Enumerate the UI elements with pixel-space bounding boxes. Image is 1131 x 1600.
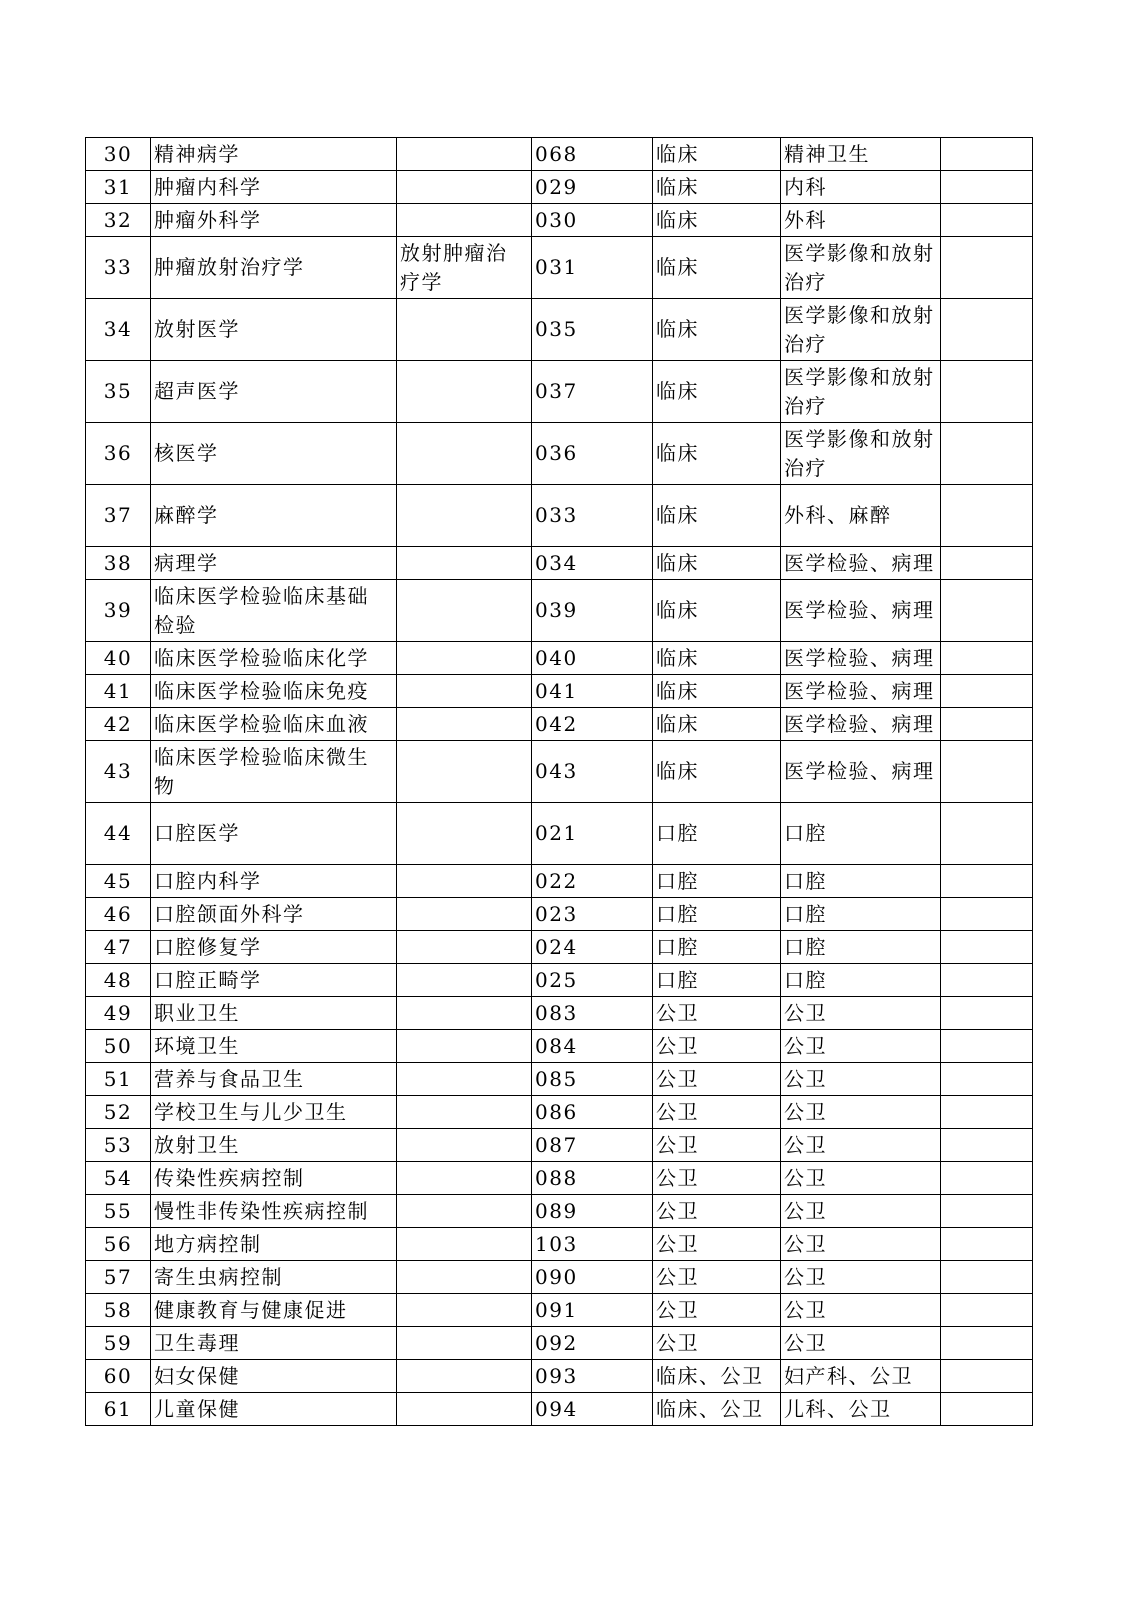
practice-field-cell: 口腔 <box>781 898 941 931</box>
practice-field-cell: 公卫 <box>781 1327 941 1360</box>
practice-category-cell: 公卫 <box>653 1096 781 1129</box>
row-number-cell: 55 <box>86 1195 151 1228</box>
specialty-name-cell: 寄生虫病控制 <box>151 1261 397 1294</box>
practice-category-cell: 口腔 <box>653 931 781 964</box>
practice-field-cell: 口腔 <box>781 803 941 865</box>
specialty-alias-cell <box>397 997 532 1030</box>
specialty-code-cell: 037 <box>532 361 653 423</box>
practice-category-cell: 口腔 <box>653 964 781 997</box>
practice-field-cell: 外科 <box>781 204 941 237</box>
remark-cell <box>941 361 1033 423</box>
practice-field-cell: 公卫 <box>781 1096 941 1129</box>
row-number-cell: 39 <box>86 580 151 642</box>
practice-category-cell: 临床 <box>653 237 781 299</box>
remark-cell <box>941 964 1033 997</box>
remark-cell <box>941 931 1033 964</box>
practice-category-cell: 公卫 <box>653 1327 781 1360</box>
table-row <box>86 361 1033 423</box>
row-number-cell: 41 <box>86 675 151 708</box>
specialty-code-cell: 030 <box>532 204 653 237</box>
specialty-code-cell: 029 <box>532 171 653 204</box>
table-row <box>86 299 1033 361</box>
specialty-alias-cell <box>397 931 532 964</box>
specialty-alias-cell <box>397 1096 532 1129</box>
specialty-name-cell: 精神病学 <box>151 138 397 171</box>
table-row <box>86 675 1033 708</box>
specialty-name-cell: 肿瘤放射治疗学 <box>151 237 397 299</box>
specialty-code-cell: 021 <box>532 803 653 865</box>
specialty-code-cell: 035 <box>532 299 653 361</box>
practice-field-cell: 医学检验、病理 <box>781 708 941 741</box>
remark-cell <box>941 580 1033 642</box>
remark-cell <box>941 1162 1033 1195</box>
practice-field-cell: 外科、麻醉 <box>781 485 941 547</box>
practice-category-cell: 临床 <box>653 485 781 547</box>
specialty-alias-cell <box>397 1195 532 1228</box>
practice-category-cell: 临床 <box>653 741 781 803</box>
specialty-code-cell: 033 <box>532 485 653 547</box>
practice-category-cell: 临床 <box>653 204 781 237</box>
table-row <box>86 171 1033 204</box>
remark-cell <box>941 204 1033 237</box>
row-number-cell: 42 <box>86 708 151 741</box>
remark-cell <box>941 1261 1033 1294</box>
specialty-code-cell: 103 <box>532 1228 653 1261</box>
specialty-table <box>85 137 1033 1426</box>
specialty-name-cell: 超声医学 <box>151 361 397 423</box>
practice-category-cell: 口腔 <box>653 898 781 931</box>
remark-cell <box>941 642 1033 675</box>
practice-field-cell: 医学影像和放射 治疗 <box>781 423 941 485</box>
specialty-alias-cell <box>397 803 532 865</box>
remark-cell <box>941 138 1033 171</box>
table-body <box>86 138 1033 1426</box>
specialty-code-cell: 093 <box>532 1360 653 1393</box>
row-number-cell: 34 <box>86 299 151 361</box>
specialty-name-cell: 慢性非传染性疾病控制 <box>151 1195 397 1228</box>
specialty-name-cell: 放射医学 <box>151 299 397 361</box>
specialty-alias-cell <box>397 741 532 803</box>
practice-category-cell: 口腔 <box>653 803 781 865</box>
table-row <box>86 865 1033 898</box>
specialty-alias-cell <box>397 204 532 237</box>
table-row <box>86 1096 1033 1129</box>
specialty-alias-cell <box>397 708 532 741</box>
specialty-alias-cell <box>397 675 532 708</box>
table-row <box>86 138 1033 171</box>
practice-field-cell: 公卫 <box>781 1063 941 1096</box>
specialty-code-cell: 088 <box>532 1162 653 1195</box>
specialty-name-cell: 传染性疾病控制 <box>151 1162 397 1195</box>
row-number-cell: 43 <box>86 741 151 803</box>
specialty-code-cell: 091 <box>532 1294 653 1327</box>
specialty-alias-cell <box>397 138 532 171</box>
specialty-name-cell: 卫生毒理 <box>151 1327 397 1360</box>
table-row <box>86 1228 1033 1261</box>
specialty-name-cell: 病理学 <box>151 547 397 580</box>
practice-category-cell: 公卫 <box>653 1063 781 1096</box>
row-number-cell: 47 <box>86 931 151 964</box>
specialty-code-cell: 036 <box>532 423 653 485</box>
practice-category-cell: 临床、公卫 <box>653 1393 781 1426</box>
specialty-name-cell: 口腔医学 <box>151 803 397 865</box>
specialty-code-cell: 084 <box>532 1030 653 1063</box>
table-row <box>86 580 1033 642</box>
specialty-alias-cell <box>397 547 532 580</box>
table-row <box>86 1294 1033 1327</box>
practice-field-cell: 精神卫生 <box>781 138 941 171</box>
practice-field-cell: 公卫 <box>781 1162 941 1195</box>
row-number-cell: 46 <box>86 898 151 931</box>
table-row <box>86 1030 1033 1063</box>
table-row <box>86 708 1033 741</box>
row-number-cell: 38 <box>86 547 151 580</box>
specialty-code-cell: 039 <box>532 580 653 642</box>
specialty-name-cell: 肿瘤外科学 <box>151 204 397 237</box>
table-row <box>86 964 1033 997</box>
practice-category-cell: 临床 <box>653 171 781 204</box>
practice-category-cell: 临床 <box>653 642 781 675</box>
row-number-cell: 40 <box>86 642 151 675</box>
row-number-cell: 59 <box>86 1327 151 1360</box>
row-number-cell: 35 <box>86 361 151 423</box>
practice-field-cell: 公卫 <box>781 1195 941 1228</box>
row-number-cell: 56 <box>86 1228 151 1261</box>
specialty-alias-cell <box>397 642 532 675</box>
specialty-name-cell: 临床医学检验临床基础 检验 <box>151 580 397 642</box>
practice-category-cell: 公卫 <box>653 997 781 1030</box>
specialty-name-cell: 口腔修复学 <box>151 931 397 964</box>
row-number-cell: 37 <box>86 485 151 547</box>
row-number-cell: 58 <box>86 1294 151 1327</box>
row-number-cell: 53 <box>86 1129 151 1162</box>
remark-cell <box>941 741 1033 803</box>
practice-category-cell: 临床、公卫 <box>653 1360 781 1393</box>
specialty-alias-cell <box>397 1261 532 1294</box>
remark-cell <box>941 1294 1033 1327</box>
practice-field-cell: 医学检验、病理 <box>781 580 941 642</box>
practice-field-cell: 公卫 <box>781 1228 941 1261</box>
row-number-cell: 54 <box>86 1162 151 1195</box>
specialty-alias-cell <box>397 964 532 997</box>
table-row <box>86 931 1033 964</box>
practice-category-cell: 公卫 <box>653 1195 781 1228</box>
specialty-name-cell: 核医学 <box>151 423 397 485</box>
table-row <box>86 1129 1033 1162</box>
table-row <box>86 485 1033 547</box>
remark-cell <box>941 1393 1033 1426</box>
row-number-cell: 30 <box>86 138 151 171</box>
specialty-name-cell: 健康教育与健康促进 <box>151 1294 397 1327</box>
practice-field-cell: 医学检验、病理 <box>781 741 941 803</box>
practice-field-cell: 公卫 <box>781 1129 941 1162</box>
row-number-cell: 32 <box>86 204 151 237</box>
specialty-code-cell: 022 <box>532 865 653 898</box>
specialty-name-cell: 麻醉学 <box>151 485 397 547</box>
remark-cell <box>941 675 1033 708</box>
practice-field-cell: 医学影像和放射 治疗 <box>781 299 941 361</box>
row-number-cell: 36 <box>86 423 151 485</box>
row-number-cell: 52 <box>86 1096 151 1129</box>
practice-category-cell: 公卫 <box>653 1129 781 1162</box>
specialty-name-cell: 口腔内科学 <box>151 865 397 898</box>
practice-field-cell: 口腔 <box>781 964 941 997</box>
specialty-code-cell: 034 <box>532 547 653 580</box>
practice-field-cell: 公卫 <box>781 1030 941 1063</box>
specialty-code-cell: 083 <box>532 997 653 1030</box>
row-number-cell: 57 <box>86 1261 151 1294</box>
remark-cell <box>941 485 1033 547</box>
specialty-alias-cell <box>397 1393 532 1426</box>
specialty-alias-cell <box>397 1162 532 1195</box>
specialty-code-cell: 094 <box>532 1393 653 1426</box>
remark-cell <box>941 1030 1033 1063</box>
remark-cell <box>941 1327 1033 1360</box>
specialty-code-cell: 087 <box>532 1129 653 1162</box>
specialty-alias-cell <box>397 1129 532 1162</box>
practice-category-cell: 临床 <box>653 675 781 708</box>
specialty-name-cell: 口腔正畸学 <box>151 964 397 997</box>
specialty-code-cell: 042 <box>532 708 653 741</box>
specialty-name-cell: 放射卫生 <box>151 1129 397 1162</box>
row-number-cell: 48 <box>86 964 151 997</box>
remark-cell <box>941 299 1033 361</box>
practice-category-cell: 临床 <box>653 423 781 485</box>
specialty-name-cell: 肿瘤内科学 <box>151 171 397 204</box>
specialty-alias-cell <box>397 485 532 547</box>
row-number-cell: 49 <box>86 997 151 1030</box>
table-row <box>86 1327 1033 1360</box>
table-row <box>86 1261 1033 1294</box>
practice-field-cell: 儿科、公卫 <box>781 1393 941 1426</box>
table-row <box>86 237 1033 299</box>
specialty-alias-cell: 放射肿瘤治 疗学 <box>397 237 532 299</box>
specialty-alias-cell <box>397 1030 532 1063</box>
practice-category-cell: 公卫 <box>653 1261 781 1294</box>
practice-category-cell: 临床 <box>653 547 781 580</box>
row-number-cell: 45 <box>86 865 151 898</box>
practice-category-cell: 临床 <box>653 580 781 642</box>
row-number-cell: 31 <box>86 171 151 204</box>
practice-category-cell: 临床 <box>653 708 781 741</box>
practice-field-cell: 口腔 <box>781 865 941 898</box>
remark-cell <box>941 547 1033 580</box>
specialty-code-cell: 086 <box>532 1096 653 1129</box>
table-row <box>86 642 1033 675</box>
remark-cell <box>941 803 1033 865</box>
specialty-alias-cell <box>397 580 532 642</box>
remark-cell <box>941 423 1033 485</box>
row-number-cell: 51 <box>86 1063 151 1096</box>
table-row <box>86 1063 1033 1096</box>
practice-field-cell: 口腔 <box>781 931 941 964</box>
table-row <box>86 1162 1033 1195</box>
specialty-alias-cell <box>397 423 532 485</box>
table-row <box>86 803 1033 865</box>
row-number-cell: 44 <box>86 803 151 865</box>
remark-cell <box>941 898 1033 931</box>
specialty-alias-cell <box>397 1327 532 1360</box>
specialty-alias-cell <box>397 171 532 204</box>
practice-category-cell: 临床 <box>653 299 781 361</box>
table-row <box>86 423 1033 485</box>
practice-field-cell: 内科 <box>781 171 941 204</box>
specialty-code-cell: 092 <box>532 1327 653 1360</box>
specialty-name-cell: 临床医学检验临床化学 <box>151 642 397 675</box>
specialty-alias-cell <box>397 865 532 898</box>
practice-category-cell: 公卫 <box>653 1030 781 1063</box>
row-number-cell: 33 <box>86 237 151 299</box>
specialty-name-cell: 临床医学检验临床免疫 <box>151 675 397 708</box>
remark-cell <box>941 1063 1033 1096</box>
specialty-alias-cell <box>397 299 532 361</box>
table-row <box>86 547 1033 580</box>
practice-field-cell: 医学检验、病理 <box>781 675 941 708</box>
table-row <box>86 1360 1033 1393</box>
practice-field-cell: 公卫 <box>781 997 941 1030</box>
specialty-alias-cell <box>397 361 532 423</box>
practice-category-cell: 公卫 <box>653 1162 781 1195</box>
specialty-name-cell: 营养与食品卫生 <box>151 1063 397 1096</box>
remark-cell <box>941 1195 1033 1228</box>
remark-cell <box>941 708 1033 741</box>
specialty-name-cell: 地方病控制 <box>151 1228 397 1261</box>
practice-category-cell: 公卫 <box>653 1294 781 1327</box>
remark-cell <box>941 1096 1033 1129</box>
practice-field-cell: 医学影像和放射 治疗 <box>781 361 941 423</box>
specialty-code-cell: 031 <box>532 237 653 299</box>
remark-cell <box>941 237 1033 299</box>
specialty-name-cell: 临床医学检验临床血液 <box>151 708 397 741</box>
practice-field-cell: 医学检验、病理 <box>781 547 941 580</box>
specialty-code-cell: 041 <box>532 675 653 708</box>
specialty-name-cell: 环境卫生 <box>151 1030 397 1063</box>
specialty-code-cell: 024 <box>532 931 653 964</box>
practice-field-cell: 妇产科、公卫 <box>781 1360 941 1393</box>
remark-cell <box>941 865 1033 898</box>
practice-field-cell: 公卫 <box>781 1294 941 1327</box>
specialty-code-cell: 040 <box>532 642 653 675</box>
remark-cell <box>941 1129 1033 1162</box>
table-row <box>86 1393 1033 1426</box>
specialty-name-cell: 职业卫生 <box>151 997 397 1030</box>
row-number-cell: 60 <box>86 1360 151 1393</box>
practice-field-cell: 医学影像和放射 治疗 <box>781 237 941 299</box>
row-number-cell: 50 <box>86 1030 151 1063</box>
table-row <box>86 997 1033 1030</box>
table-row <box>86 1195 1033 1228</box>
specialty-alias-cell <box>397 1228 532 1261</box>
specialty-name-cell: 临床医学检验临床微生 物 <box>151 741 397 803</box>
practice-category-cell: 临床 <box>653 361 781 423</box>
remark-cell <box>941 1228 1033 1261</box>
specialty-code-cell: 025 <box>532 964 653 997</box>
remark-cell <box>941 171 1033 204</box>
specialty-code-cell: 085 <box>532 1063 653 1096</box>
remark-cell <box>941 997 1033 1030</box>
row-number-cell: 61 <box>86 1393 151 1426</box>
specialty-alias-cell <box>397 1063 532 1096</box>
specialty-name-cell: 学校卫生与儿少卫生 <box>151 1096 397 1129</box>
table-row <box>86 898 1033 931</box>
specialty-alias-cell <box>397 898 532 931</box>
specialty-code-cell: 023 <box>532 898 653 931</box>
specialty-name-cell: 妇女保健 <box>151 1360 397 1393</box>
table-row <box>86 741 1033 803</box>
specialty-alias-cell <box>397 1360 532 1393</box>
practice-category-cell: 公卫 <box>653 1228 781 1261</box>
remark-cell <box>941 1360 1033 1393</box>
practice-field-cell: 公卫 <box>781 1261 941 1294</box>
specialty-name-cell: 口腔颌面外科学 <box>151 898 397 931</box>
specialty-code-cell: 068 <box>532 138 653 171</box>
specialty-name-cell: 儿童保健 <box>151 1393 397 1426</box>
specialty-code-cell: 090 <box>532 1261 653 1294</box>
practice-category-cell: 口腔 <box>653 865 781 898</box>
table-row <box>86 204 1033 237</box>
specialty-alias-cell <box>397 1294 532 1327</box>
specialty-code-cell: 043 <box>532 741 653 803</box>
practice-field-cell: 医学检验、病理 <box>781 642 941 675</box>
specialty-code-cell: 089 <box>532 1195 653 1228</box>
practice-category-cell: 临床 <box>653 138 781 171</box>
